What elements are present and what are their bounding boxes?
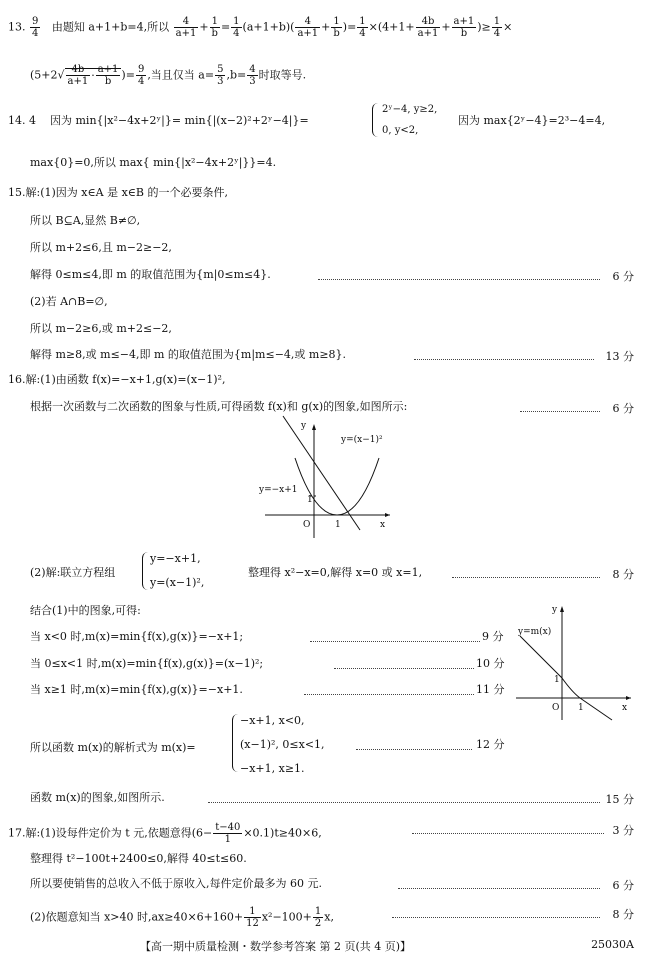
- q13-eq: =: [220, 20, 231, 34]
- q13-l2c: )=: [121, 68, 135, 82]
- q17-line4: [30, 906, 334, 929]
- q17-number: 17.: [8, 826, 26, 840]
- q13-plus3: +: [441, 20, 451, 34]
- g1-y-arrow: [312, 424, 316, 430]
- q14-case1: 2ʸ−4, y≥2,: [382, 104, 438, 115]
- q16-line8a: 所以函数 m(x)的解析式为 m(x)=: [30, 741, 196, 754]
- q14-brace: [372, 103, 379, 137]
- q16-sys2: y=(x−1)²,: [150, 576, 205, 589]
- q17-text4b: x²−100+: [261, 910, 312, 924]
- q16-case1: −x+1, x<0,: [240, 714, 305, 727]
- q13-frac3b: $\frac{1}{4}$: [359, 16, 366, 39]
- q16-line1: [8, 373, 225, 387]
- g1-x-label: x: [380, 520, 386, 530]
- q16-line7: 当 x≥1 时,m(x)=min{f(x),g(x)}=−x+1.: [30, 683, 243, 696]
- q16-number: 16.: [8, 373, 26, 386]
- g2-y-arrow: [560, 606, 564, 612]
- g2-m-curve: [520, 636, 612, 720]
- q13-text5: )≥: [477, 20, 491, 34]
- q13-l2d: ,当且仅当 a=: [147, 68, 215, 82]
- q17-frac1: $\frac{t-40}{1}$: [215, 822, 241, 845]
- q13-line2: [30, 64, 306, 87]
- q16-graph1: [255, 418, 395, 538]
- q16-line2: 根据一次函数与二次函数的图象与性质,可得函数 f(x)和 g(x)的图象,如图所示:: [30, 400, 408, 413]
- q16-line4: 结合(1)中的图象,可得:: [30, 604, 141, 617]
- q13-frac4b: $\frac{4b}{a+1}$: [67, 64, 89, 87]
- q13-text1: 由题知 a+1+b=4,所以: [51, 20, 170, 34]
- q16-dots5: [304, 694, 474, 695]
- q16-score7: 15 分: [605, 793, 634, 806]
- q16-score3: 9 分: [482, 630, 504, 643]
- g1-one-x: 1: [335, 520, 341, 530]
- q16-score2: 8 分: [612, 568, 634, 581]
- q13-plus2: +: [321, 20, 331, 34]
- q13-line1: [8, 16, 512, 39]
- q14-answer: 4: [29, 114, 36, 127]
- q17-score1: 3 分: [612, 824, 634, 837]
- g1-parabola-label: y=(x−1)²: [341, 435, 383, 445]
- q16-dots1: [520, 411, 600, 412]
- q15-dots1: [318, 279, 600, 280]
- q13-frac1: $\frac{4}{a+1}$: [175, 16, 197, 39]
- q16-piecewise-brace: [232, 714, 240, 772]
- q13-l2e: ,b=: [226, 68, 247, 82]
- q17-text1a: 解:(1)设每件定价为 t 元,依题意得(6−: [25, 826, 213, 840]
- q13-text6: ×: [503, 20, 513, 34]
- q16-score1: 6 分: [612, 402, 634, 415]
- q15-line2: 所以 B⊆A,显然 B≠∅,: [30, 214, 141, 227]
- q16-score5: 11 分: [476, 683, 505, 696]
- q13-l2f: 时取等号.: [258, 68, 307, 82]
- q16-sys-brace: [142, 552, 149, 590]
- q16-case2: (x−1)², 0≤x<1,: [240, 738, 325, 751]
- q13-text2: (a+1+b)(: [242, 20, 295, 34]
- q17-score2: 6 分: [612, 879, 634, 892]
- g1-line: [283, 416, 360, 530]
- q14-case2: 0, y<2,: [382, 125, 419, 136]
- q17-dots3: [392, 917, 600, 918]
- q17-text4a: (2)依题意知当 x>40 时,ax≥40×6+160+: [30, 910, 244, 924]
- q13-frac3c: $\frac{1}{4}$: [493, 16, 501, 39]
- g2-one-x: 1: [578, 703, 584, 713]
- q15-dots2: [414, 359, 594, 360]
- q16-dots2: [452, 577, 600, 578]
- q16-dots6: [356, 749, 472, 750]
- q17-frac3: $\frac{1}{2}$: [314, 906, 322, 929]
- q14-text2: 因为 max{2ʸ−4}=2³−4=4,: [458, 114, 606, 127]
- q13-text3: )=: [342, 20, 357, 34]
- q17-dots2: [398, 888, 600, 889]
- q13-frac4: $\frac{4b}{a+1}$: [417, 16, 439, 39]
- q13-a-value: $\frac{5}{3}$: [217, 64, 224, 87]
- page-code: 25030A: [591, 938, 634, 951]
- q13-number: 13.: [8, 20, 26, 34]
- g2-one-y: 1: [554, 675, 560, 685]
- g2-y-label: y: [552, 605, 558, 615]
- q14-text1: 因为 min{|x²−4x+2ʸ|}= min{|(x−2)²+2ʸ−4|}=: [50, 114, 309, 127]
- q15-line6: 所以 m−2≥6,或 m+2≤−2,: [30, 322, 172, 335]
- q16-line6: 当 0≤x<1 时,m(x)=min{f(x),g(x)}=(x−1)²;: [30, 657, 264, 670]
- q13-l2a: (5+2√: [30, 68, 65, 82]
- g2-x-label: x: [622, 703, 628, 713]
- g1-x-arrow: [385, 513, 390, 517]
- q16-text1: 解:(1)由函数 f(x)=−x+1,g(x)=(x−1)²,: [25, 373, 226, 386]
- q16-sys1: y=−x+1,: [150, 552, 201, 565]
- q13-frac3: $\frac{1}{4}$: [233, 16, 240, 39]
- q16-dots3: [310, 641, 480, 642]
- q16-line3b: 整理得 x²−x=0,解得 x=0 或 x=1,: [248, 566, 423, 579]
- q16-score6: 12 分: [476, 738, 505, 751]
- g2-curve-label: y=m(x): [518, 627, 552, 637]
- q17-line2: 整理得 t²−100t+2400≤0,解得 40≤t≤60.: [30, 852, 247, 865]
- q16-dots7: [208, 802, 600, 803]
- q13-text4: ×(4+1+: [368, 20, 415, 34]
- q13-answer: $\frac{9}{4}$: [32, 16, 39, 39]
- q16-line9: 函数 m(x)的图象,如图所示.: [30, 791, 165, 804]
- q15-number: 15.: [8, 186, 26, 199]
- page-footer: 【高一期中质量检测・数学参考答案 第 2 页(共 4 页)】: [140, 940, 412, 953]
- q15-line1: [8, 186, 228, 200]
- q13-frac1b: $\frac{4}{a+1}$: [297, 16, 319, 39]
- q17-frac2: $\frac{1}{12}$: [246, 906, 259, 929]
- g1-line-label: y=−x+1: [259, 485, 298, 495]
- g1-y-label: y: [301, 421, 307, 431]
- q16-line3a: (2)解:联立方程组: [30, 566, 116, 579]
- g2-origin-label: O: [552, 703, 560, 713]
- q15-line4: 解得 0≤m≤4,即 m 的取值范围为{m|0≤m≤4}.: [30, 268, 271, 281]
- q15-line3: 所以 m+2≤6,且 m−2≥−2,: [30, 241, 172, 254]
- q17-line1: [8, 822, 322, 845]
- q13-frac2: $\frac{1}{b}$: [211, 16, 218, 39]
- q16-case3: −x+1, x≥1.: [240, 762, 305, 775]
- q15-score1: 6 分: [612, 270, 634, 283]
- g2-x-arrow: [626, 696, 631, 700]
- g1-origin-label: O: [303, 520, 311, 530]
- q17-text1b: ×0.1)t≥40×6,: [243, 826, 322, 840]
- q13-b-value: $\frac{4}{3}$: [249, 64, 256, 87]
- q15-text1: 解:(1)因为 x∈A 是 x∈B 的一个必要条件,: [25, 186, 228, 199]
- q17-text4c: x,: [324, 910, 334, 924]
- q13-dot: ·: [91, 68, 95, 82]
- q13-answer2: $\frac{9}{4}$: [137, 64, 145, 87]
- g1-parabola: [295, 458, 379, 515]
- g1-one-y: 1: [307, 495, 313, 505]
- q16-score4: 10 分: [476, 657, 505, 670]
- q16-graph2: [516, 602, 636, 722]
- q15-line5: (2)若 A∩B=∅,: [30, 295, 108, 308]
- q13-sqrt-body: [65, 64, 122, 87]
- q15-score2: 13 分: [605, 350, 634, 363]
- q16-dots4: [334, 668, 474, 669]
- q13-frac2b: $\frac{1}{b}$: [333, 16, 340, 39]
- q14-line2: max{0}=0,所以 max{ min{|x²−4x+2ʸ|}}=4.: [30, 156, 277, 169]
- q13-frac5: $\frac{a+1}{b}$: [453, 16, 475, 39]
- q14-line1: [8, 114, 309, 128]
- q17-dots1: [412, 833, 604, 834]
- q17-line3: 所以要使销售的总收入不低于原收入,每件定价最多为 60 元.: [30, 877, 322, 890]
- q13-frac5b: $\frac{a+1}{b}$: [97, 64, 119, 87]
- q17-score3: 8 分: [612, 908, 634, 921]
- q14-number: 14.: [8, 114, 26, 127]
- q16-line5: 当 x<0 时,m(x)=min{f(x),g(x)}=−x+1;: [30, 630, 244, 643]
- q15-line7: 解得 m≥8,或 m≤−4,即 m 的取值范围为{m|m≤−4,或 m≥8}.: [30, 348, 347, 361]
- q13-plus: +: [199, 20, 209, 34]
